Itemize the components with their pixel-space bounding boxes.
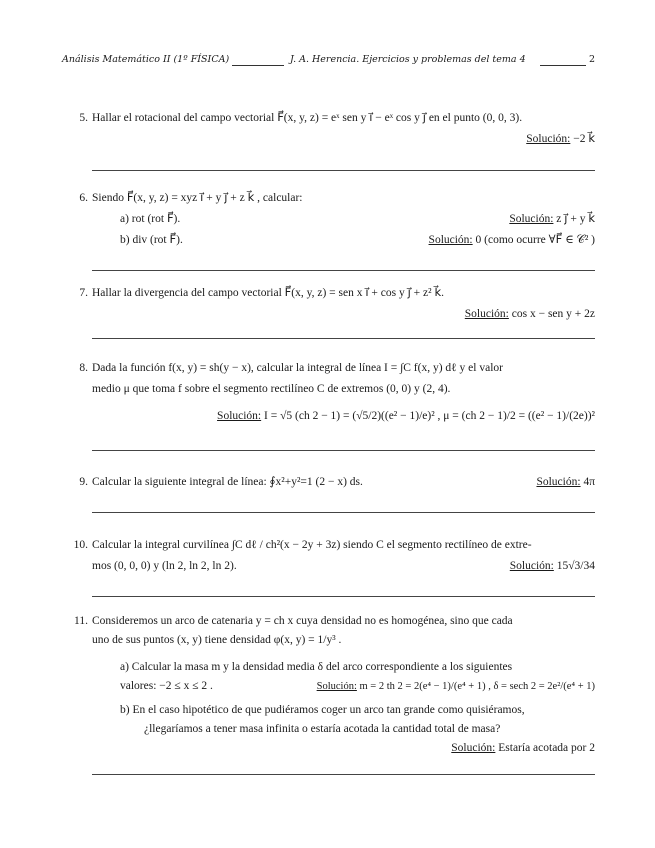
part-b-line1: b) En el caso hipotético de que pudiéramos coger un arco tan grande como quisiéramos, xyxy=(120,704,525,716)
problem-7 xyxy=(68,283,595,325)
problem-number: 10. xyxy=(73,539,88,551)
solution-value: cos x − sen y + 2z xyxy=(511,308,595,320)
solution-value: 15√3/34 xyxy=(556,560,595,572)
solution-label: Solución: xyxy=(509,213,554,225)
header-course: Análisis Matemático II (1º FÍSICA) xyxy=(62,54,230,65)
solution-label: Solución: xyxy=(428,234,473,246)
problem-number: 9. xyxy=(79,476,88,488)
part-a xyxy=(92,209,595,230)
problem-text-line2: medio μ que toma f sobre el segmento rectilíneo C de extremos (0, 0) y (2, 4). xyxy=(92,383,451,395)
solution-label: Solución: xyxy=(316,681,357,692)
problem-text-line2: uno de sus puntos (x, y) tiene densidad φ(x, y) = 1/y³ . xyxy=(92,634,342,646)
problem-text: Hallar el rotacional del campo vectorial F⃗(x, y, z) = eˣ sen y i⃗ − eˣ cos y j⃗ en el punto (0, 0, 3). xyxy=(92,112,523,124)
separator xyxy=(92,170,595,171)
page-number: 2 xyxy=(588,54,595,65)
problem-text: Calcular la siguiente integral de línea: ∮x²+y²=1 (2 − x) ds. xyxy=(92,476,363,488)
problem-9 xyxy=(68,472,595,493)
solution-value: Estaría acotada por 2 xyxy=(498,742,595,754)
problem-10 xyxy=(68,535,595,577)
problem-text-line1: Consideremos un arco de catenaria y = ch x cuya densidad no es homogénea, sino que cada xyxy=(92,615,513,627)
problem-text: Hallar la divergencia del campo vectorial F⃗(x, y, z) = sen x i⃗ + cos y j⃗ + z² k⃗. xyxy=(92,287,444,299)
solution-label: Solución: xyxy=(536,476,581,488)
separator xyxy=(92,270,595,271)
running-header xyxy=(62,54,595,68)
problem-5 xyxy=(68,108,595,150)
header-author-title: J. A. Herencia. Ejercicios y problemas del tema 4 xyxy=(290,54,526,65)
problem-number: 11. xyxy=(74,615,88,627)
solution xyxy=(68,739,595,758)
solution-label: Solución: xyxy=(217,410,262,422)
solution-value: 4π xyxy=(583,476,595,488)
part-a-line2: valores: −2 ≤ x ≤ 2 . xyxy=(120,680,213,692)
header-rule xyxy=(232,65,284,66)
solution-value: m = 2 th 2 = 2(e⁴ − 1)/(e⁴ + 1) , δ = sech 2 = 2e²/(e⁴ + 1) xyxy=(359,681,595,692)
problem-text: Siendo F⃗(x, y, z) = xyz i⃗ + y j⃗ + z k⃗ , calcular: xyxy=(92,192,303,204)
solution-value: −2 k⃗ xyxy=(573,133,595,145)
separator xyxy=(92,512,595,513)
problem-number: 8. xyxy=(79,362,88,374)
problem-number: 5. xyxy=(79,112,88,124)
solution-value: I = √5 (ch 2 − 1) = (√5/2)((e² − 1)/e)² , μ = (ch 2 − 1)/2 = ((e² − 1)/(2e))² xyxy=(264,410,595,422)
solution-value: z j⃗ + y k⃗ xyxy=(556,213,595,225)
solution-label: Solución: xyxy=(509,560,554,572)
problem-text-line2: mos (0, 0, 0) y (ln 2, ln 2, ln 2). xyxy=(92,560,237,572)
problem-text-line1: Calcular la integral curvilínea ∫C dℓ / ch²(x − 2y + 3z) siendo C el segmento rectilíneo de extre- xyxy=(92,539,532,551)
problem-number: 6. xyxy=(79,192,88,204)
solution xyxy=(68,129,595,150)
solution xyxy=(68,406,595,427)
separator xyxy=(92,450,595,451)
solution xyxy=(68,304,595,325)
solution-label: Solución: xyxy=(464,308,509,320)
solution-value: 0 (como ocurre ∀F⃗ ∈ 𝒞² ) xyxy=(475,234,595,246)
part-b-line2: ¿llegaríamos a tener masa infinita o estaría acotada la cantidad total de masa? xyxy=(144,723,501,735)
part-a-line1: a) Calcular la masa m y la densidad media δ del arco correspondiente a los siguientes xyxy=(120,661,513,673)
header-rule xyxy=(540,65,586,66)
problem-6 xyxy=(68,188,595,251)
separator xyxy=(92,338,595,339)
part-a-text: a) rot (rot F⃗). xyxy=(120,213,181,225)
problem-text-line1: Dada la función f(x, y) = sh(y − x), calcular la integral de línea I = ∫C f(x, y) dℓ y el valor xyxy=(92,362,503,374)
solution-label: Solución: xyxy=(526,133,571,145)
separator xyxy=(92,596,595,597)
solution-label: Solución: xyxy=(451,742,496,754)
part-b-text: b) div (rot F⃗). xyxy=(120,234,183,246)
problem-8 xyxy=(68,358,595,427)
problem-11 xyxy=(68,612,595,758)
part-b xyxy=(92,230,595,251)
separator xyxy=(92,774,595,775)
problem-number: 7. xyxy=(79,287,88,299)
